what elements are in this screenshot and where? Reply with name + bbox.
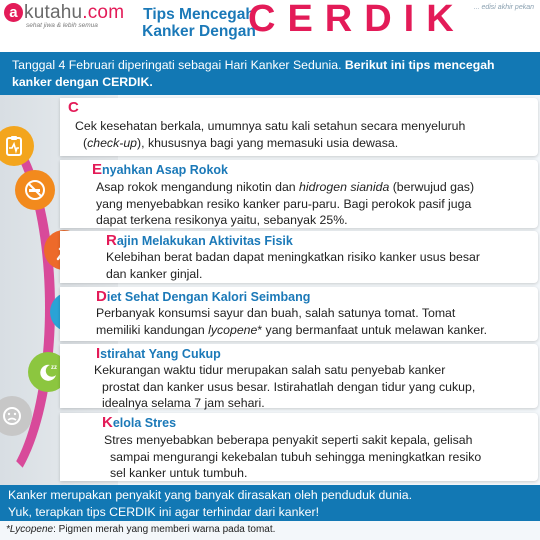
tip-card-i bbox=[60, 344, 538, 408]
tip-body: Kelebihan berat badan dapat meningkatkan risiko kanker usus besar dan kanker ginjal. bbox=[106, 250, 480, 281]
tip-heading: Enyahkan Asap Rokok bbox=[92, 161, 228, 178]
logo-text: kutahu bbox=[24, 2, 83, 23]
tip-body: Cek kesehatan berkala, umumnya satu kali setahun secara menyeluruh (check-up), khususnya bagi yang memasuki usia dewasa. bbox=[75, 119, 466, 150]
tip-heading: C bbox=[68, 99, 79, 116]
tip-heading: Rajin Melakukan Aktivitas Fisik bbox=[106, 232, 293, 249]
tip-card-r bbox=[60, 231, 538, 283]
tip-body: Perbanyak konsumsi sayur dan buah, salah satunya tomat. Tomat memiliki kandungan lycopene* yang bermanfaat untuk melawan kanker. bbox=[96, 306, 488, 337]
title-big: CERDIK bbox=[248, 0, 466, 40]
logo-tagline: sehat jiwa & lebih semua bbox=[26, 22, 98, 29]
tip-heading: Istirahat Yang Cukup bbox=[96, 345, 221, 362]
brand-logo bbox=[4, 2, 124, 29]
title-small bbox=[134, 6, 264, 40]
title-line-1: Tips Mencegah bbox=[143, 6, 255, 23]
footnote-text: : Pigmen merah yang memberi warna pada tomat. bbox=[53, 524, 276, 535]
tip-card-k bbox=[60, 413, 538, 481]
logo-letter: a bbox=[4, 3, 23, 22]
tip-body: Asap rokok mengandung nikotin dan hidrogen sianida (berwujud gas) yang menyebabkan resiko kanker paru-paru. Bagi perokok pasif juga dapat terkena resikonya yaitu, sebanyak 25%. bbox=[96, 180, 475, 227]
edition-label: ... edisi akhir pekan bbox=[473, 4, 534, 11]
header bbox=[0, 0, 540, 52]
footer-line-2: Yuk, terapkan tips CERDIK ini agar terhindar dari kanker! bbox=[8, 504, 319, 519]
tip-card-e bbox=[60, 160, 538, 228]
svg-text:zz: zz bbox=[51, 365, 57, 371]
tip-heading: Kelola Stres bbox=[102, 414, 177, 431]
tip-card-c bbox=[60, 98, 538, 156]
title-line-2: Kanker Dengan bbox=[142, 23, 256, 40]
intro-banner bbox=[0, 52, 540, 95]
footer-banner bbox=[0, 485, 540, 521]
tip-card-d bbox=[60, 287, 538, 341]
no-smoking-icon bbox=[15, 170, 55, 210]
tip-heading: Diet Sehat Dengan Kalori Seimbang bbox=[96, 288, 311, 305]
logo-tld: .com bbox=[82, 2, 125, 23]
footnote bbox=[6, 524, 275, 535]
footnote-term: *Lycopene bbox=[6, 524, 54, 535]
footer-line-1: Kanker merupakan penyakit yang banyak dirasakan oleh penduduk dunia. bbox=[8, 488, 413, 502]
tip-body: Kekurangan waktu tidur merupakan salah satu penyebab kanker prostat dan kanker usus besar. Istirahatlah dengan tidur yang cukup, idealnya selama 7 jam sehari. bbox=[94, 363, 476, 410]
intro-text: Tanggal 4 Februari diperingati sebagai Hari Kanker Sedunia. bbox=[12, 58, 345, 72]
tip-body: Stres menyebabkan beberapa penyakit seperti sakit kepala, gelisah sampai mengurangi kekebalan tubuh sehingga meningkatkan resiko sel kanker untuk tumbuh. bbox=[104, 433, 482, 480]
intro-bold: Berikut ini tips mencegah kanker dengan CERDIK. bbox=[12, 58, 495, 89]
